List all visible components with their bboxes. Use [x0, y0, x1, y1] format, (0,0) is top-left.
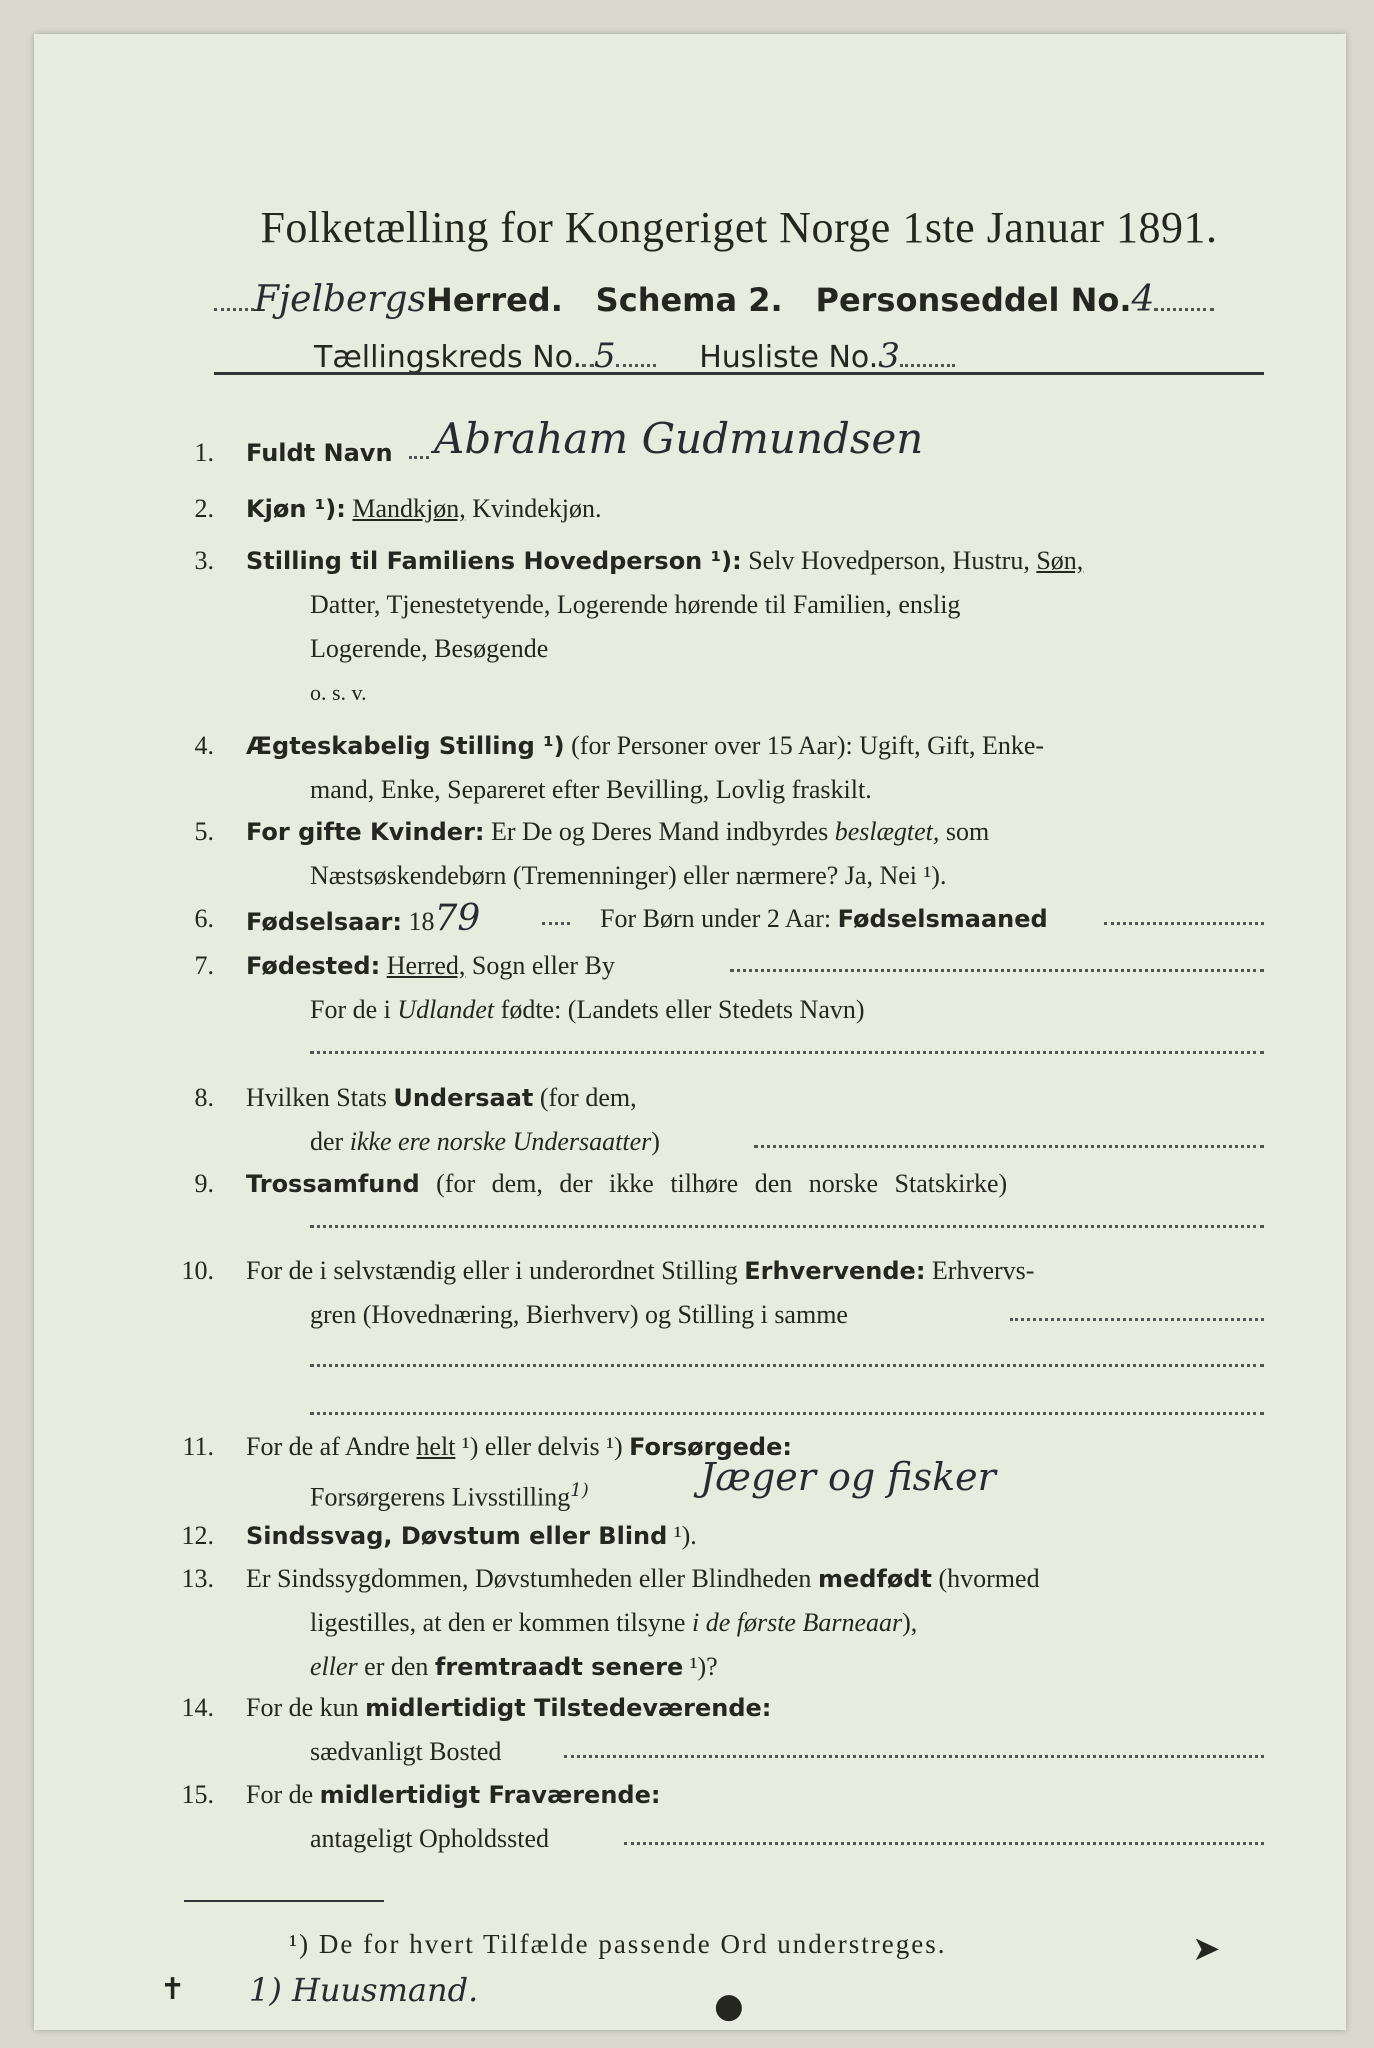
livsstilling-value: Jæger og fisker: [700, 1455, 996, 1499]
form-title: Folketælling for Kongeriget Norge 1ste Januar 1891.: [260, 203, 1218, 252]
kreds-value: 5: [594, 336, 616, 376]
footnote-rule: [184, 1900, 384, 1902]
mark-arrow-icon: ➤: [1192, 1929, 1221, 1969]
kjon-selected: Mandkjøn,: [352, 494, 466, 523]
husliste-label: Husliste No.: [699, 340, 879, 375]
husliste-value: 3: [878, 336, 900, 376]
personseddel-value: 4: [1131, 279, 1155, 320]
herred-label: Herred.: [426, 281, 563, 319]
kreds-label: Tællingskreds No.: [314, 340, 582, 375]
footnote: ¹) De for hvert Tilfælde passende Ord understreges.: [289, 1929, 947, 1959]
kreds-line: [314, 336, 955, 376]
fodested-selected: Herred,: [386, 951, 466, 980]
header-rule: [214, 372, 1264, 375]
personseddel-label: Personseddel No.: [815, 281, 1132, 319]
herred-line: [214, 279, 1214, 320]
mark-cross-icon: ✝: [160, 1972, 186, 2007]
herred-value: Fjelbergs: [254, 279, 427, 320]
census-form-sheet: Folketælling for Kongeriget Norge 1ste Januar 1891. FjelbergsHerred. Schema 2. Personseddel No.4 Tællingskreds No. 5 Husliste No.3 1. Fuldt Navn Abraham Gudmundsen 2. Kjøn ¹): Mandkjøn, Kvindekjøn. 3. Stilling til Familiens Hovedperson ¹): Selv Hovedperson, Hustru, Søn, Datter, Tjenestetyende, Logerende hørende til Familien, enslig Logerende, Besøgende o. s. v. 4. Ægteskabelig Stilling ¹) (for Personer over 15 Aar): Ugift, Gift, Enke- mand, Enke, Separeret efter Bevilling, Lovlig fraskilt. 5. For gifte Kvinder: Er De og Deres Mand indbyrdes beslægtet, som Næstsøskendebørn (Tremenninger) eller nærmere? Ja, Nei ¹). 6. Fødselsaar: 1879 For Børn under 2 Aar: Fødselsmaaned 7. Fødested: Herred, Sogn eller By For de i Udlandet fødte: (Landets eller Stedets Navn) 8. Hvilken Stats Undersaat (for dem, der ikke ere norske Undersaatter) 9. Trossamfund (for dem, der ikke tilhøre den norske Statskirke) 10. For de i selvstændig eller i underordnet Stilling Erhvervende: Erhvervs- gren (Hovednæring, Bierhverv) og Stilling i samme 11. For de af Andre helt ¹) eller delvis ¹) Forsørgede: Forsørgerens Livsstilling$^{1)}$ Jæger og fisker 12. Sindssvag, Døvstum eller Blind ¹). 13. Er Sindssygdommen, Døvstumheden eller Blindheden medfødt (hvormed ligestilles, at den er kommen tilsyne i de første Barneaar), eller er den fremtraadt senere ¹)? 14. For de kun midlertidigt Tilstedeværende: sædvanligt Bosted 15. For de midlertidigt Fraværende: antageligt Opholdssted ¹) De for hvert Tilfælde passende Ord understreges. 1) Huusmand. ✝ ● ➤: [34, 34, 1346, 2030]
birth-year-value: 79: [434, 898, 481, 939]
forsorget-selected: helt: [416, 1432, 456, 1461]
full-name-value: Abraham Gudmundsen: [434, 414, 924, 463]
stilling-selected: Søn,: [1036, 546, 1084, 575]
item-1-label: Fuldt Navn: [246, 439, 393, 467]
handwritten-note: 1) Huusmand.: [249, 1971, 479, 2009]
schema-label: Schema 2.: [595, 281, 783, 319]
ink-blot-icon: ●: [714, 1986, 744, 2026]
